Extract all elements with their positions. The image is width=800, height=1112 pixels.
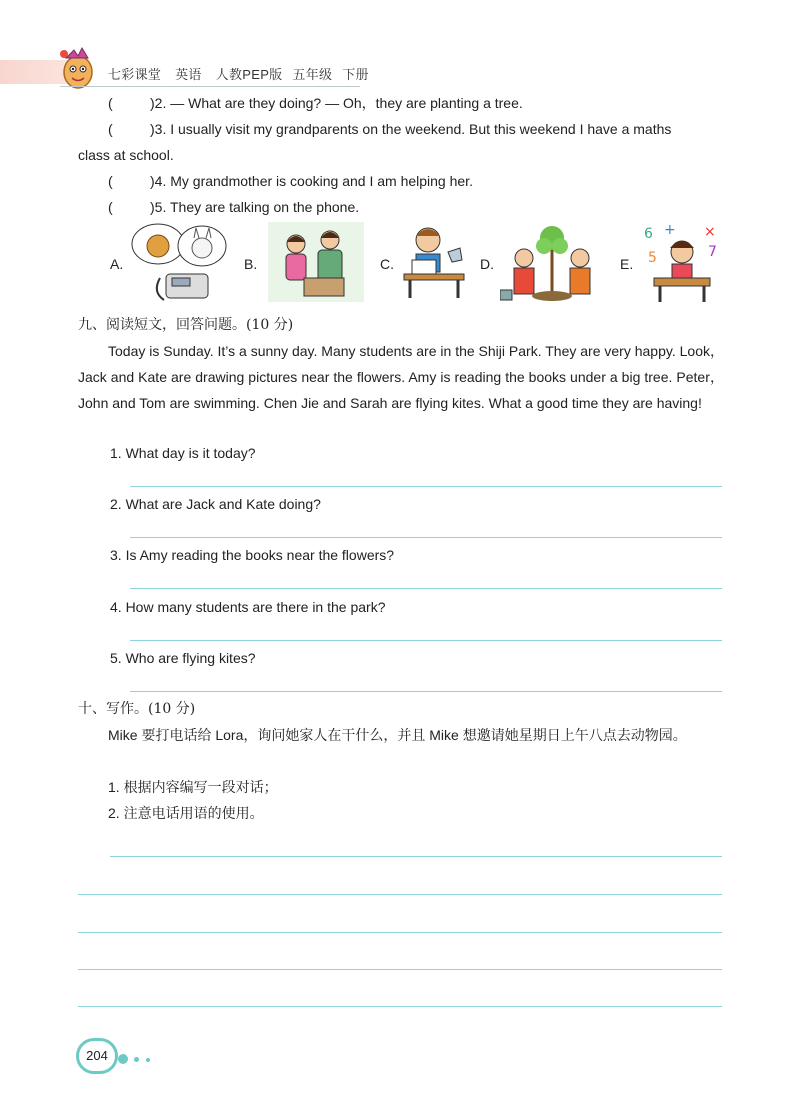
boy-reading-illustration-icon: [402, 222, 468, 300]
volume-name: 下册: [342, 67, 369, 82]
section-10-title: 十、写作。(10 分): [78, 701, 196, 717]
reading-question-3: 3. Is Amy reading the books near the flowers?: [110, 547, 395, 563]
edition-name: 人教PEP版: [215, 67, 283, 82]
header-divider: [60, 86, 360, 87]
option-label-a: A.: [110, 256, 124, 272]
phone-call-illustration-icon: [130, 222, 230, 304]
writing-requirement-1: 1. 根据内容编写一段对话；: [108, 779, 278, 795]
svg-text:×: ×: [704, 224, 716, 240]
writing-requirement-2: 2. 注意电话用语的使用。: [108, 805, 264, 821]
girl-at-desk-math-illustration-icon: [640, 222, 722, 304]
option-label-d: D.: [480, 256, 494, 272]
svg-text:+: +: [664, 222, 676, 238]
writing-prompt: Mike 要打电话给 Lora，询问她家人在干什么，并且 Mike 想邀请她星期日上午八点去动物园。: [108, 727, 687, 743]
reading-question-1: 1. What day is it today?: [110, 445, 256, 461]
question-3-continuation: class at school.: [78, 147, 174, 163]
grade-name: 五年级: [292, 67, 333, 82]
answer-line-5[interactable]: [130, 691, 722, 692]
question-5: ( )5. They are talking on the phone.: [108, 199, 360, 215]
reading-passage: Today is Sunday. It’s a sunny day. Many students are in the Shiji Park. They are very happy. Look，Jack and Kate are drawing pictures near the flowers. Amy is reading the books under a big tree. Peter，John and Tom are swimming. Chen Jie and Sarah are flying kites. What a good time they are having!: [78, 343, 724, 411]
header-title: [108, 64, 379, 83]
decor-dot-medium: [134, 1057, 139, 1062]
subject-name: 英语: [175, 67, 202, 82]
series-name: 七彩课堂: [108, 67, 162, 82]
svg-text:6: 6: [644, 226, 653, 242]
option-label-b: B.: [244, 256, 258, 272]
cooking-together-illustration-icon: [268, 222, 364, 302]
option-label-e: E.: [620, 256, 634, 272]
page-number: 204: [76, 1038, 118, 1074]
reading-question-2: 2. What are Jack and Kate doing?: [110, 496, 321, 512]
writing-line-1[interactable]: [110, 856, 722, 857]
decor-dot-large: [118, 1054, 128, 1064]
writing-line-4[interactable]: [78, 969, 722, 970]
reading-question-5: 5. Who are flying kites?: [110, 650, 256, 666]
writing-line-3[interactable]: [78, 932, 722, 933]
writing-line-5[interactable]: [78, 1006, 722, 1007]
answer-line-2[interactable]: [130, 537, 722, 538]
reading-question-4: 4. How many students are there in the park?: [110, 599, 386, 615]
answer-line-1[interactable]: [130, 486, 722, 487]
svg-text:7: 7: [708, 244, 717, 260]
svg-text:5: 5: [648, 250, 657, 266]
option-label-c: C.: [380, 256, 394, 272]
section-9-title: 九、阅读短文，回答问题。(10 分): [78, 317, 294, 333]
question-2: ( )2. — What are they doing? — Oh，they are planting a tree.: [108, 95, 523, 111]
answer-line-4[interactable]: [130, 640, 722, 641]
writing-line-2[interactable]: [78, 894, 722, 895]
answer-line-3[interactable]: [130, 588, 722, 589]
question-3: ( )3. I usually visit my grandparents on the weekend. But this weekend I have a maths: [108, 121, 672, 137]
decor-dot-small: [146, 1058, 150, 1062]
question-4: ( )4. My grandmother is cooking and I am helping her.: [108, 173, 473, 189]
planting-tree-illustration-icon: [500, 222, 604, 306]
